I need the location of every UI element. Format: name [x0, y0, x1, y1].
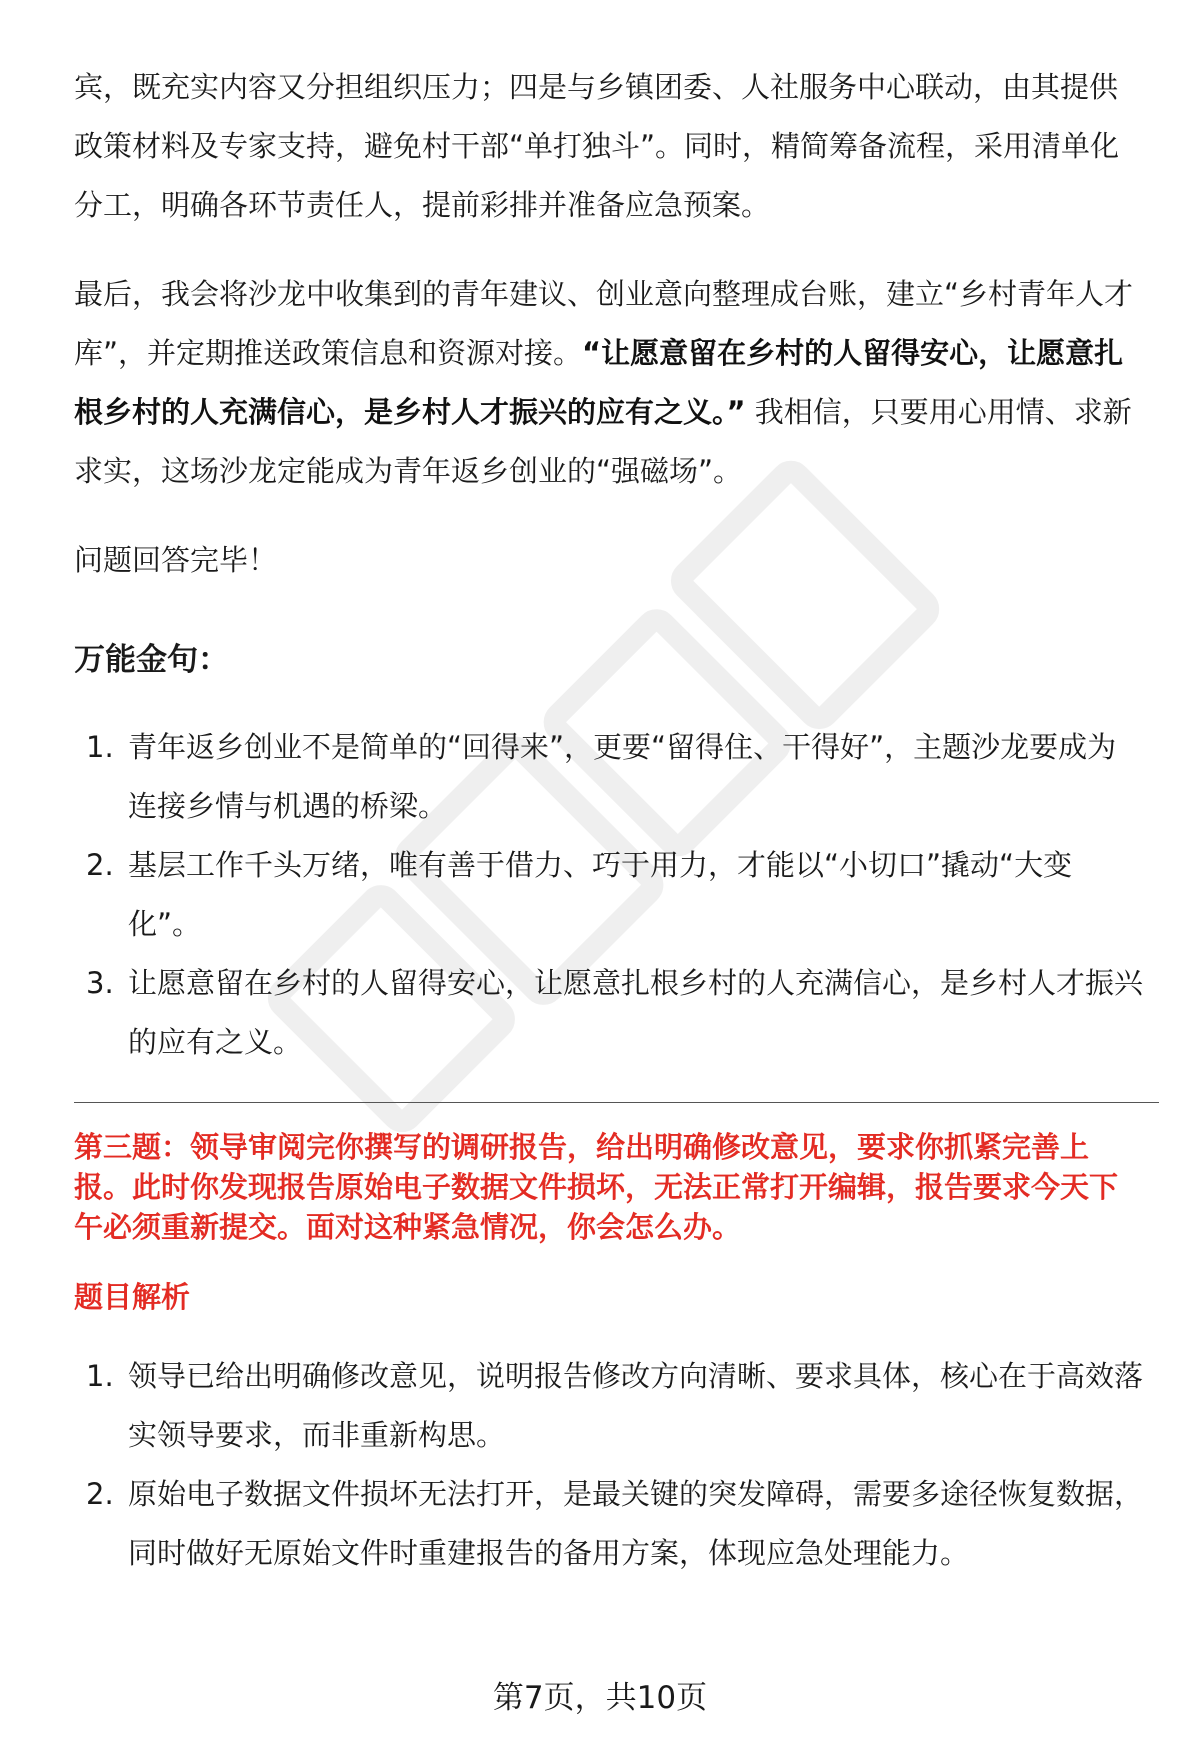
list-item-text: 领导已给出明确修改意见，说明报告修改方向清晰、要求具体，核心在于高效落实领导要求，而非重新构思。 — [128, 1359, 1144, 1452]
question-3-heading: 第三题：领导审阅完你撰写的调研报告，给出明确修改意见，要求你抓紧完善上报。此时你发现报告原始电子数据文件损坏，无法正常打开编辑，报告要求今天下午必须重新提交。面对这种紧急情况，你会怎么办。 — [74, 1130, 1119, 1244]
list-item-number: 1. — [86, 730, 114, 764]
golden-sentences-list — [74, 718, 1144, 1072]
paragraph-2-end: 我相信，只要用心用情、求新求实，这场沙龙定能成为青年返乡创业的“强磁场”。 — [74, 395, 1132, 488]
list-item-text: 原始电子数据文件损坏无法打开，是最关键的突发障碍，需要多途径恢复数据，同时做好无原始文件时重建报告的备用方案，体现应急处理能力。 — [128, 1477, 1144, 1570]
golden-sentences-title: 万能金句： — [74, 642, 229, 678]
paragraph-3: 问题回答完毕！ — [74, 543, 278, 577]
section-divider — [74, 1102, 1159, 1103]
paragraph-2-bold-quote: “让愿意留在乡村的人留得安心，让愿意扎根乡村的人充满信心，是乡村人才振兴的应有之义。” — [74, 336, 1124, 429]
main-content — [74, 58, 1144, 1583]
list-item-number: 2. — [86, 1477, 114, 1511]
list-item-number: 1. — [86, 1359, 114, 1393]
list-item — [74, 1347, 1144, 1465]
list-item-number: 2. — [86, 848, 114, 882]
list-item — [74, 1465, 1144, 1583]
list-item — [74, 836, 1144, 954]
list-item — [74, 954, 1144, 1072]
list-item-number: 3. — [86, 966, 114, 1000]
analysis-title: 题目解析 — [74, 1280, 191, 1314]
list-item-text: 基层工作千头万绪，唯有善于借力、巧于用力，才能以“小切口”撬动“大变化”。 — [128, 848, 1073, 941]
list-item-text: 让愿意留在乡村的人留得安心，让愿意扎根乡村的人充满信心，是乡村人才振兴的应有之义。 — [128, 966, 1144, 1059]
paragraph-2-start: 最后，我会将沙龙中收集到的青年建议、创业意向整理成台账，建立“乡村青年人才库”，并定期推送政策信息和资源对接。 — [74, 277, 1134, 370]
paragraph-1: 宾，既充实内容又分担组织压力；四是与乡镇团委、人社服务中心联动，由其提供政策材料及专家支持，避免村干部“单打独斗”。同时，精简筹备流程，采用清单化分工，明确各环节责任人，提前彩排并准备应急预案。 — [74, 70, 1120, 222]
list-item-text: 青年返乡创业不是简单的“回得来”，更要“留得住、干得好”，主题沙龙要成为连接乡情与机遇的桥梁。 — [128, 730, 1117, 823]
paragraph-2 — [74, 265, 1144, 501]
page-footer: 第7页，共10页 — [492, 1680, 708, 1716]
analysis-list — [74, 1347, 1144, 1583]
list-item — [74, 718, 1144, 836]
